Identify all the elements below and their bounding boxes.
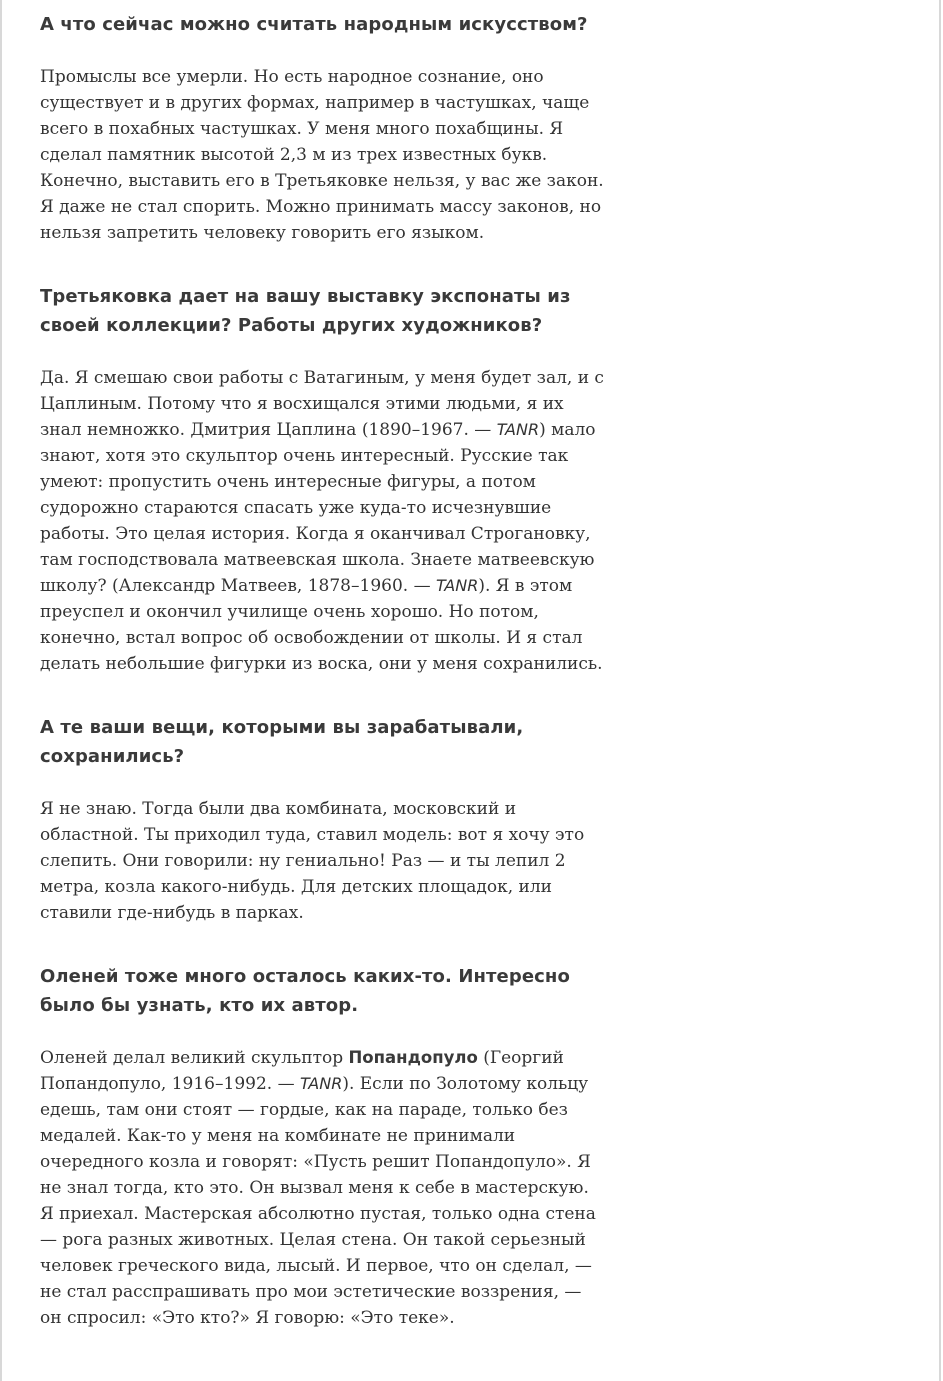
answer-paragraph (40, 796, 607, 926)
text-run-italic: TANR (299, 1074, 343, 1093)
answer-paragraph (40, 64, 607, 246)
text-run: ) мало знают, хотя это скульптор очень интересный. Русские так умеют: пропустить очень интересные фигуры, а потом судорожно стараются спасать уже куда-то исчезнувшие работы. Это целая история. Когда я оканчивал Строгановку, там господствовала матвеевская школа. Знаете матвеевскую школу? (Александр Матвеев, 1878–1960. — (40, 420, 596, 596)
text-run: Оленей делал великий скульптор (40, 1048, 349, 1068)
text-run: ). Я в этом преуспел и окончил училище очень хорошо. Но потом, конечно, встал вопрос об освобождении от школы. И я стал делать небольшие фигурки из воска, они у меня сохранились. (40, 576, 603, 674)
question-heading: Оленей тоже много осталось каких-то. Интересно было бы узнать, кто их автор. (40, 966, 570, 1016)
question-heading: А те ваши вещи, которыми вы зарабатывали, сохранились? (40, 717, 524, 767)
answer-paragraph (40, 1045, 607, 1331)
answer-paragraph (40, 365, 607, 677)
text-run-italic: TANR (496, 420, 540, 439)
text-run: ). Если по Золотому кольцу едешь, там они стоят — гордые, как на параде, только без медалей. Как-то у меня на комбинате не принимали очередного козла и говорят: «Пусть решит Попандопуло». Я не знал тогда, кто это. Он вызвал меня к себе в мастерскую. Я приехал. Мастерская абсолютно пустая, только одна стена — рога разных животных. Целая стена. Он такой серьезный человек греческого вида, лысый. И первое, что он сделал, — не стал расспрашивать про мои эстетические воззрения, — он спросил: «Это кто?» Я говорю: «Это теке». (40, 1074, 596, 1328)
question-heading: Третьяковка дает на вашу выставку экспонаты из своей коллекции? Работы других художников? (40, 286, 571, 336)
text-run: Да. Я смешаю свои работы с Ватагиным, у меня будет зал, и с Цаплиным. Потому что я восхищался этими людьми, я их знал немножко. Дмитрия Цаплина (1890–1967. — (40, 368, 604, 440)
text-run: (Георгий Попандопуло, 1916–1992. — (40, 1048, 564, 1094)
question-heading: А что сейчас можно считать народным искусством? (40, 14, 588, 35)
interview-article (40, 10, 607, 1331)
text-run-italic: TANR (435, 576, 479, 595)
text-run: Промыслы все умерли. Но есть народное сознание, оно существует и в других формах, например в частушках, чаще всего в похабных частушках. У меня много похабщины. Я сделал памятник высотой 2,3 м из трех известных букв. Конечно, выставить его в Третьяковке нельзя, у вас же закон. Я даже не стал спорить. Можно принимать массу законов, но нельзя запретить человеку говорить его языком. (40, 67, 604, 243)
text-run-bold-sans: Попандопуло (348, 1048, 478, 1067)
text-run: Я не знаю. Тогда были два комбината, московский и областной. Ты приходил туда, ставил модель: вот я хочу это слепить. Они говорили: ну гениально! Раз — и ты лепил 2 метра, козла какого-нибудь. Для детских площадок, или ставили где-нибудь в парках. (40, 799, 585, 923)
